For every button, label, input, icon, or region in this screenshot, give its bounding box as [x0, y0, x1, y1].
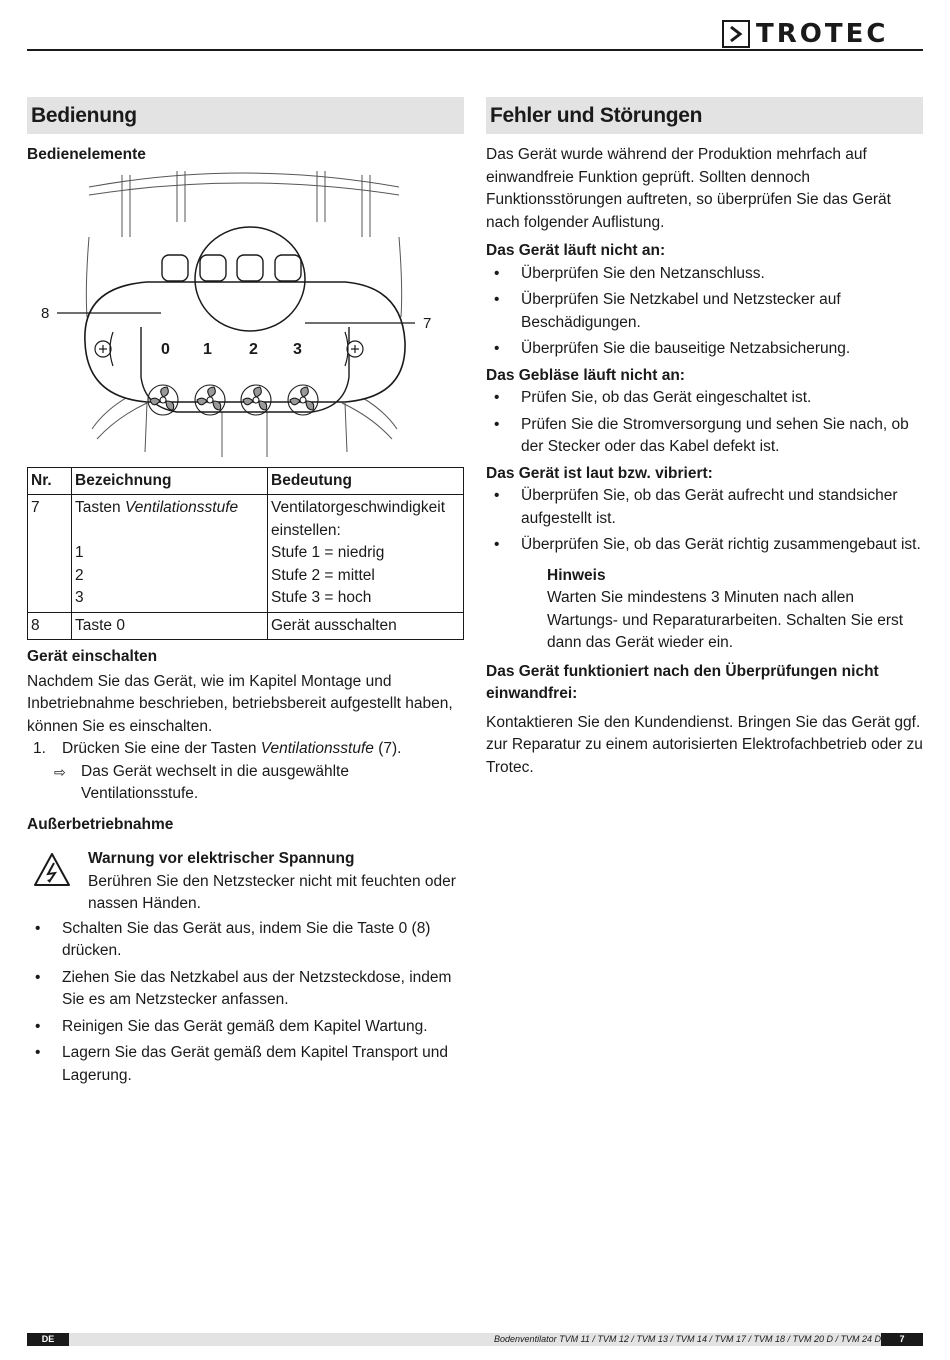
- control-panel-illustration: [27, 167, 464, 467]
- shutdown-heading: Außerbetriebnahme: [27, 815, 174, 833]
- note-title: Hinweis: [547, 566, 606, 584]
- list-item: 1. Drücken Sie eine der Tasten Ventilationsstufe (7).: [33, 740, 402, 757]
- issue-bullets: [486, 485, 923, 557]
- trotec-logo: [722, 19, 888, 49]
- table-header-bedeutung: Bedeutung: [268, 467, 464, 495]
- warning-text: Berühren Sie den Netzstecker nicht mit feuchten oder nassen Händen.: [88, 872, 456, 912]
- table-cell-name: Tasten Ventilationsstufe 1 2 3: [72, 495, 268, 613]
- table-row: 8 Taste 0 Gerät ausschalten: [28, 612, 464, 640]
- high-voltage-warning-icon: [33, 852, 71, 888]
- switch-on-steps: [27, 738, 464, 761]
- switch-on-text: Nachdem Sie das Gerät, wie im Kapitel Montage und Inbetriebnahme beschrieben, betriebsbereit aufgestellt haben, können Sie es einschalten.: [27, 672, 453, 735]
- callout-label-8: 8: [41, 304, 50, 322]
- note-text: Warten Sie mindestens 3 Minuten nach allen Wartungs- und Reparaturarbeiten. Schalten Sie erst dann das Gerät wieder ein.: [547, 589, 904, 651]
- left-column: [27, 97, 464, 1091]
- list-item: • Reinigen Sie das Gerät gemäß dem Kapitel Wartung.: [35, 1017, 428, 1035]
- issue-heading: Das Gerät funktioniert nach den Überprüfungen nicht einwandfrei:: [486, 662, 879, 702]
- list-item: • Überprüfen Sie, ob das Gerät richtig zusammengebaut ist.: [494, 536, 921, 553]
- controls-heading: Bedienelemente: [27, 146, 146, 163]
- list-item: • Überprüfen Sie, ob das Gerät aufrecht und standsicher aufgestellt ist.: [494, 487, 898, 527]
- header-rule: [27, 49, 923, 51]
- right-column: [486, 97, 923, 779]
- page-footer: [27, 1333, 923, 1346]
- shutdown-bullets: [27, 918, 464, 1088]
- button-label-1: 1: [203, 340, 212, 358]
- section-title-fehler: Fehler und Störungen: [486, 97, 923, 134]
- controls-table: [27, 467, 464, 641]
- logo-text: TROTEC: [756, 19, 889, 49]
- list-item: • Schalten Sie das Gerät aus, indem Sie die Taste 0 (8) drücken.: [35, 919, 431, 959]
- step-result: ⇨ Das Gerät wechselt in die ausgewählte Ventilationsstufe.: [54, 762, 349, 802]
- issue-bullets: [486, 387, 923, 459]
- list-item: • Lagern Sie das Gerät gemäß dem Kapitel Transport und Lagerung.: [35, 1044, 448, 1084]
- result-arrow-icon: ⇨: [54, 763, 66, 780]
- control-panel-diagram: [27, 167, 464, 467]
- button-label-2: 2: [249, 340, 258, 358]
- table-header-bezeichnung: Bezeichnung: [72, 467, 268, 495]
- list-item: • Prüfen Sie die Stromversorgung und sehen Sie nach, ob der Stecker oder das Kabel defekt ist.: [494, 415, 909, 455]
- footer-language: DE: [27, 1333, 69, 1346]
- list-item: • Überprüfen Sie die bauseitige Netzabsicherung.: [494, 340, 851, 357]
- list-item: • Prüfen Sie, ob das Gerät eingeschaltet ist.: [494, 389, 812, 406]
- callout-label-7: 7: [423, 314, 432, 332]
- warning-title: Warnung vor elektrischer Spannung: [88, 850, 355, 867]
- table-cell-nr: 7: [28, 495, 72, 613]
- logo-chevron-icon: [722, 20, 750, 48]
- section-title-bedienung: Bedienung: [27, 97, 464, 134]
- table-row: [28, 495, 464, 613]
- list-item: • Ziehen Sie das Netzkabel aus der Netzsteckdose, indem Sie es am Netzstecker anfassen.: [35, 968, 452, 1008]
- table-cell-meaning: Ventilatorgeschwindigkeit einstellen: Stufe 1 = niedrig Stufe 2 = mittel Stufe 3 = hoch: [268, 495, 464, 613]
- table-header-nr: Nr.: [28, 467, 72, 495]
- list-item: • Überprüfen Sie den Netzanschluss.: [494, 264, 765, 282]
- contact-text: Kontaktieren Sie den Kundendienst. Bringen Sie das Gerät ggf. zur Reparatur zu einem autorisierten Elektrofachbetrieb oder zu Trotec.: [486, 713, 923, 776]
- issue-heading: Das Gerät ist laut bzw. vibriert:: [486, 464, 713, 482]
- note-box: [486, 565, 923, 655]
- issue-heading: Das Gebläse läuft nicht an:: [486, 366, 685, 384]
- list-item: • Überprüfen Sie Netzkabel und Netzstecker auf Beschädigungen.: [494, 291, 841, 331]
- issue-heading: Das Gerät läuft nicht an:: [486, 242, 666, 259]
- footer-model-list: Bodenventilator TVM 11 / TVM 12 / TVM 13 / TVM 14 / TVM 17 / TVM 18 / TVM 20 D / TVM 24 D: [494, 1334, 881, 1344]
- button-label-3: 3: [293, 340, 302, 358]
- electrical-warning: [27, 848, 464, 916]
- table-header-row: [28, 467, 464, 495]
- switch-on-heading: Gerät einschalten: [27, 648, 158, 665]
- button-label-0: 0: [161, 340, 170, 358]
- troubleshoot-intro: Das Gerät wurde während der Produktion mehrfach auf einwandfreie Funktion geprüft. Sollten dennoch Funktionsstörungen auftreten, so überprüfen Sie das Gerät nach folgender Auflistung.: [486, 146, 891, 231]
- issue-bullets: [486, 263, 923, 361]
- footer-page-number: 7: [881, 1333, 923, 1346]
